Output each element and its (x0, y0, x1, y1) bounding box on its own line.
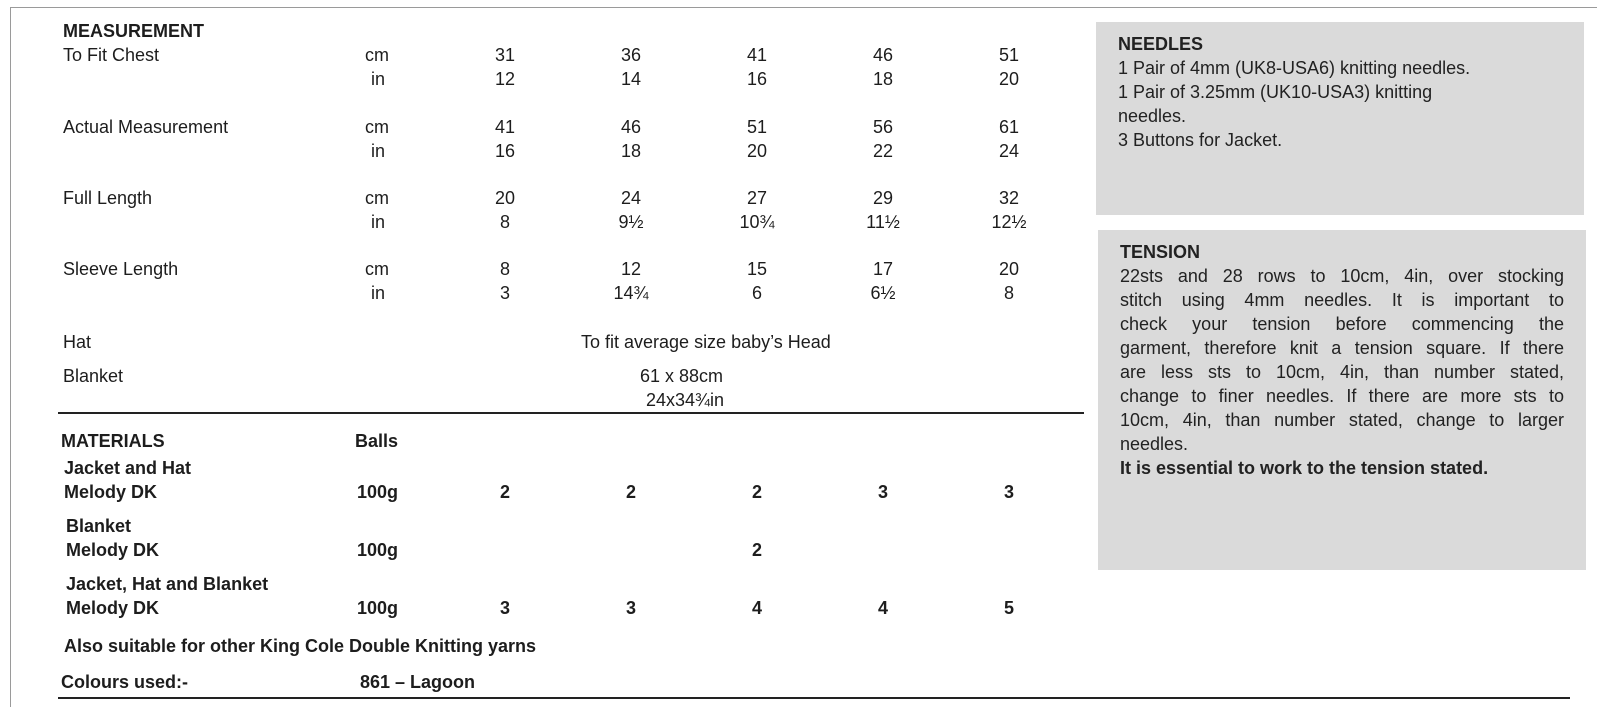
section-divider (58, 412, 1084, 414)
chest-cm-4: 46 (872, 45, 894, 65)
sleeve-cm-2: 12 (620, 259, 642, 279)
material-balls-1: 2 (499, 482, 510, 502)
length-cm-5: 32 (998, 188, 1020, 208)
material-balls-3: 2 (751, 482, 762, 502)
actual-cm-1: 41 (494, 117, 516, 137)
length-in-4: 11½ (866, 212, 900, 232)
sleeve-cm-3: 15 (746, 259, 768, 279)
sleeve-in-4: 6½ (870, 283, 896, 303)
unit-cm: cm (365, 45, 389, 65)
material-item-weight: 100g (357, 482, 399, 502)
length-in-2: 9½ (618, 212, 644, 232)
unit-in: in (371, 212, 386, 232)
needles-line: needles. (1118, 106, 1187, 126)
chest-cm-5: 51 (998, 45, 1020, 65)
material-item-yarn: Melody DK (66, 598, 160, 618)
also-suitable-note: Also suitable for other King Cole Double Knitting yarns (64, 636, 537, 656)
blanket-label: Blanket (63, 366, 124, 386)
row-label-sleeve: Sleeve Length (63, 259, 179, 279)
unit-in: in (371, 141, 386, 161)
material-balls-5: 5 (1003, 598, 1014, 618)
length-cm-4: 29 (872, 188, 894, 208)
tension-line: stitch using 4mm needles. It is important to (1120, 290, 1564, 310)
material-item-yarn: Melody DK (66, 540, 160, 560)
needles-title: NEEDLES (1118, 34, 1204, 54)
actual-in-1: 16 (494, 141, 516, 161)
length-in-5: 12½ (991, 212, 1027, 232)
chest-in-3: 16 (746, 69, 768, 89)
length-cm-3: 27 (746, 188, 768, 208)
actual-in-3: 20 (746, 141, 768, 161)
tension-line: check your tension before commencing the (1120, 314, 1564, 334)
sleeve-in-2: 14¾ (613, 283, 649, 303)
chest-cm-3: 41 (746, 45, 768, 65)
unit-cm: cm (365, 259, 389, 279)
material-item-weight: 100g (357, 598, 399, 618)
unit-cm: cm (365, 188, 389, 208)
material-item-weight: 100g (357, 540, 399, 560)
length-cm-1: 20 (494, 188, 516, 208)
tension-line: change to finer needles. If there are more sts to (1120, 386, 1564, 406)
material-balls-2: 3 (625, 598, 636, 618)
actual-cm-4: 56 (872, 117, 894, 137)
tension-line: 22sts and 28 rows to 10cm, 4in, over stocking (1120, 266, 1564, 286)
sleeve-cm-5: 20 (998, 259, 1020, 279)
chest-in-2: 14 (620, 69, 642, 89)
needles-panel (1096, 22, 1584, 215)
row-label-actual: Actual Measurement (63, 117, 229, 137)
materials-heading: MATERIALS (61, 431, 165, 451)
tension-line: are less sts to 10cm, 4in, than number stated, (1120, 362, 1564, 382)
unit-in: in (371, 283, 386, 303)
blanket-in: 24x34¾in (646, 390, 725, 410)
actual-in-5: 24 (998, 141, 1020, 161)
chest-in-1: 12 (494, 69, 516, 89)
material-balls-3: 4 (751, 598, 762, 618)
chest-cm-1: 31 (494, 45, 516, 65)
material-item-yarn: Melody DK (64, 482, 158, 502)
material-item-name: Jacket, Hat and Blanket (66, 574, 269, 594)
length-in-1: 8 (499, 212, 510, 232)
tension-line: garment, therefore knit a tension square. If there (1120, 338, 1564, 358)
actual-cm-3: 51 (746, 117, 768, 137)
actual-cm-5: 61 (998, 117, 1020, 137)
sleeve-cm-1: 8 (499, 259, 510, 279)
material-balls-3: 2 (751, 540, 762, 560)
sleeve-cm-4: 17 (872, 259, 894, 279)
hat-label: Hat (63, 332, 92, 352)
actual-in-2: 18 (620, 141, 642, 161)
length-cm-2: 24 (620, 188, 642, 208)
colours-label: Colours used:- (61, 672, 189, 692)
actual-cm-2: 46 (620, 117, 642, 137)
unit-cm: cm (365, 117, 389, 137)
chest-in-5: 20 (998, 69, 1020, 89)
sleeve-in-5: 8 (1003, 283, 1014, 303)
tension-line: needles. (1120, 434, 1189, 454)
needles-line: 3 Buttons for Jacket. (1118, 130, 1283, 150)
tension-emphasis: It is essential to work to the tension stated. (1120, 458, 1489, 478)
material-item-name: Blanket (66, 516, 132, 536)
chest-in-4: 18 (872, 69, 894, 89)
needles-line: 1 Pair of 3.25mm (UK10-USA3) knitting (1118, 82, 1433, 102)
material-balls-4: 3 (877, 482, 888, 502)
tension-title: TENSION (1120, 242, 1201, 262)
tension-panel (1098, 230, 1586, 570)
sleeve-in-3: 6 (751, 283, 762, 303)
row-label-full-length: Full Length (63, 188, 153, 208)
material-balls-4: 4 (877, 598, 888, 618)
row-label-chest: To Fit Chest (63, 45, 160, 65)
material-balls-2: 2 (625, 482, 636, 502)
hat-value: To fit average size baby’s Head (581, 332, 831, 352)
chest-cm-2: 36 (620, 45, 642, 65)
colours-value: 861 – Lagoon (360, 672, 476, 692)
length-in-3: 10¾ (739, 212, 775, 232)
unit-in: in (371, 69, 386, 89)
blanket-cm: 61 x 88cm (640, 366, 724, 386)
measurement-heading: MEASUREMENT (63, 21, 205, 41)
balls-label: Balls (355, 431, 399, 451)
actual-in-4: 22 (872, 141, 894, 161)
material-item-name: Jacket and Hat (64, 458, 192, 478)
tension-line: 10cm, 4in, than number stated, change to larger (1120, 410, 1564, 430)
bottom-rule (58, 697, 1570, 699)
material-balls-5: 3 (1003, 482, 1014, 502)
material-balls-1: 3 (499, 598, 510, 618)
needles-line: 1 Pair of 4mm (UK8-USA6) knitting needles. (1118, 58, 1471, 78)
sleeve-in-1: 3 (499, 283, 510, 303)
